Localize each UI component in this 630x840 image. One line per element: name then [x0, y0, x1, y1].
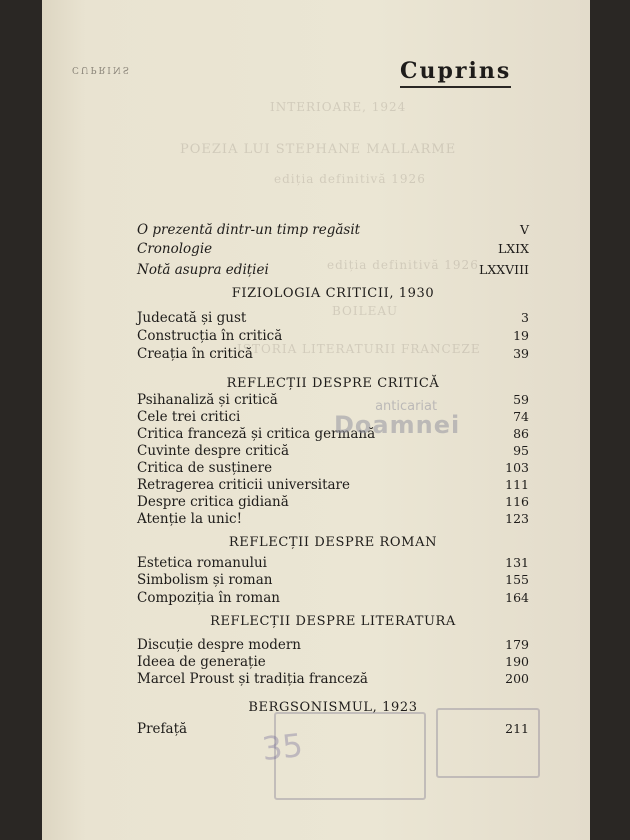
watermark-line-2: Doamnei	[334, 411, 461, 439]
entry-page-number: 95	[513, 443, 529, 458]
entry-title: Cele trei critici	[137, 409, 241, 425]
entry-page-number: 155	[505, 572, 529, 587]
section-heading: REFLECȚII DESPRE CRITICĂ	[226, 376, 440, 391]
front-matter-entry	[137, 222, 529, 240]
entry-page-number: 74	[513, 409, 529, 424]
watermark-logo	[334, 400, 460, 437]
entry-title: Prefață	[137, 721, 188, 737]
entry-page-number: 3	[521, 310, 529, 325]
entry-page-number: 39	[513, 346, 529, 361]
toc-entry	[137, 637, 529, 655]
show-through-text: BOILEAU	[332, 304, 399, 318]
front-matter-entry	[137, 241, 529, 259]
entry-title: Cronologie	[137, 241, 213, 257]
show-through-text: INTERIOARE, 1924	[270, 100, 407, 114]
section-heading: REFLECȚII DESPRE ROMAN	[228, 535, 438, 550]
toc-entry	[137, 443, 529, 461]
toc-entry	[137, 460, 529, 478]
toc-entry	[137, 328, 529, 346]
entry-page-number: 103	[505, 460, 529, 475]
entry-page-number: 111	[505, 477, 529, 492]
entry-page-number: 131	[505, 555, 529, 570]
section-heading: FIZIOLOGIA CRITICII, 1930	[231, 286, 435, 301]
entry-page-number: 123	[505, 511, 529, 526]
toc-entry	[137, 392, 529, 410]
page-title: Cuprins	[400, 58, 511, 88]
entry-title: Estetica romanului	[137, 555, 267, 571]
entry-page-number: 164	[505, 590, 529, 605]
toc-entry	[137, 590, 529, 608]
front-matter-entry	[137, 262, 529, 280]
toc-entry	[137, 409, 529, 427]
entry-title: Marcel Proust și tradiția franceză	[137, 671, 368, 687]
entry-title: Compoziția în roman	[137, 590, 280, 606]
entry-page-number: 190	[505, 654, 529, 669]
toc-entry	[137, 494, 529, 512]
entry-title: Atenție la unic!	[137, 511, 242, 527]
toc-entry	[137, 346, 529, 364]
entry-title: Ideea de generație	[137, 654, 266, 670]
entry-page-number: 86	[513, 426, 529, 441]
running-head: CUPRINS	[72, 64, 131, 74]
watermark-line-1: anticariat	[375, 399, 438, 414]
library-stamp	[436, 708, 540, 778]
entry-title: Psihanaliză și critică	[137, 392, 278, 408]
entry-page-number: 179	[505, 637, 529, 652]
entry-page-number: LXXVIII	[479, 262, 529, 277]
toc-entry	[137, 310, 529, 328]
toc-entry	[137, 671, 529, 689]
show-through-text: ediția definitivă 1926	[274, 172, 426, 186]
entry-page-number: 59	[513, 392, 529, 407]
entry-title: Creația în critică	[137, 346, 253, 362]
entry-title: Cuvinte despre critică	[137, 443, 289, 459]
entry-title: Construcția în critică	[137, 328, 283, 344]
entry-title: Notă asupra ediției	[137, 262, 269, 278]
show-through-text: ediția definitivă 1926	[327, 258, 479, 272]
entry-title: O prezentă dintr-un timp regăsit	[137, 222, 361, 238]
toc-entry	[137, 511, 529, 529]
entry-title: Discuție despre modern	[137, 637, 301, 653]
entry-page-number: LXIX	[497, 241, 529, 256]
entry-title: Simbolism și roman	[137, 572, 273, 588]
book-page	[42, 0, 590, 840]
show-through-text: ISTORIA LITERATURII FRANCEZE	[237, 342, 481, 356]
entry-page-number: 116	[505, 494, 529, 509]
entry-title: Retragerea criticii universitare	[137, 477, 350, 493]
entry-page-number: V	[519, 222, 529, 237]
entry-page-number: 19	[513, 328, 529, 343]
entry-title: Despre critica gidiană	[137, 494, 289, 510]
section-heading: BERGSONISMUL, 1923	[248, 700, 418, 715]
entry-title: Critica franceză și critica germană	[137, 426, 376, 442]
show-through-text: POEZIA LUI STEPHANE MALLARME	[180, 142, 457, 157]
entry-page-number: 211	[505, 721, 529, 736]
section-heading: REFLECȚII DESPRE LITERATURA	[210, 614, 456, 629]
toc-entry	[137, 555, 529, 573]
handwritten-mark: 35	[260, 725, 305, 769]
toc-entry	[137, 572, 529, 590]
toc-entry	[137, 654, 529, 672]
toc-entry	[137, 477, 529, 495]
toc-entry	[137, 426, 529, 444]
entry-title: Judecată și gust	[137, 310, 247, 326]
entry-page-number: 200	[505, 671, 529, 686]
entry-title: Critica de susținere	[137, 460, 273, 476]
